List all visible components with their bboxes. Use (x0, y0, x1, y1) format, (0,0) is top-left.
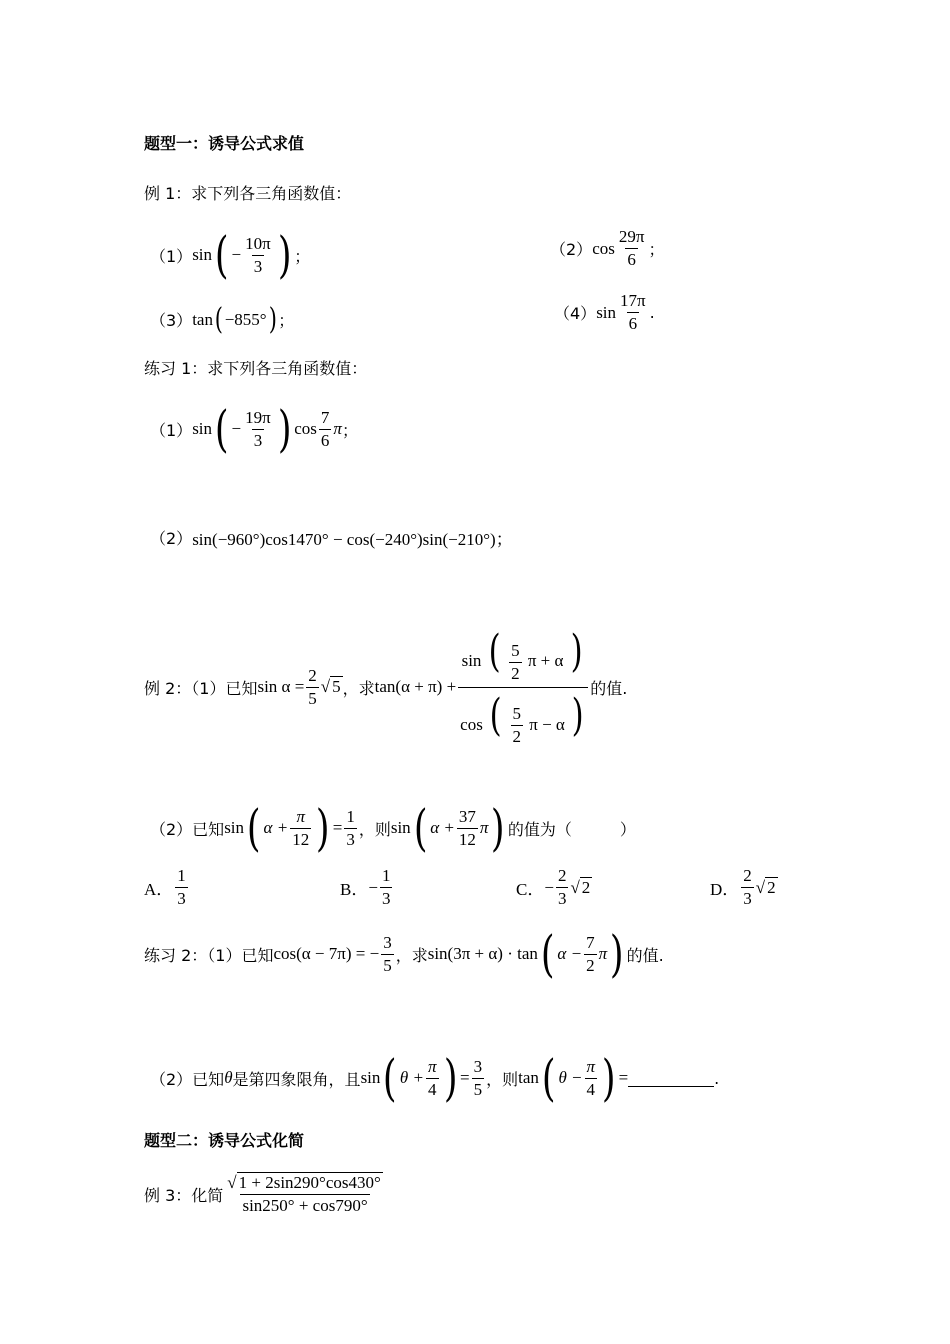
paren-right: ) (277, 226, 292, 284)
pi: π (479, 818, 489, 837)
fraction: $\frac{10\pi}{3}$ (245, 233, 271, 276)
ex2-part-2: （2）已知 sin ( α + $\frac{\pi}{12}$ ) = $\frac{1}{3}$ ，则 sin ( α + $\frac{37}{12}$ π ) 的值为（ ） (150, 799, 636, 857)
fraction: $\frac{\pi}{4}$ (428, 1056, 437, 1099)
ex1-item-1 (150, 226, 310, 284)
minus: − (231, 245, 242, 264)
fn: sin (596, 302, 617, 322)
label: 练习 2：（1）已知 (144, 945, 274, 965)
big-fraction: sin ( $\frac{5}{2}$ π + α ) cos ( $\frac{5}{2}$ π − α ) (458, 626, 588, 748)
answer-blank[interactable] (628, 1070, 714, 1087)
semicolon: ； (294, 246, 311, 266)
practice-1-title: 练习 1：求下列各三角函数值： (144, 359, 368, 378)
item-number: （2） (150, 529, 193, 548)
fn: cos (294, 419, 317, 438)
expr: α + (263, 818, 289, 837)
fn: tan (192, 309, 213, 329)
fraction: $\frac{2}{5}$ (308, 665, 317, 708)
fraction: $\frac{3}{5}$ (473, 1056, 483, 1099)
choice-d[interactable]: D． $\frac{2}{3}$ √ 2 (710, 866, 776, 908)
text: ，求 (342, 678, 375, 698)
text: 的值为（ ） (507, 819, 636, 839)
text: 的值. (626, 945, 664, 965)
expr: α + (430, 818, 455, 837)
fn: cos (592, 238, 615, 258)
choice-b[interactable]: B． − $\frac{1}{3}$ (340, 866, 391, 908)
pi: π (598, 944, 608, 963)
ex1-item-3 (150, 302, 294, 337)
fraction: $\frac{1}{3}$ (346, 806, 355, 849)
semicolon: ； (648, 240, 665, 259)
label: （2）已知 (150, 1069, 225, 1089)
equals: = (332, 818, 343, 837)
example-3 (144, 1172, 387, 1217)
pr2-part-2: （2）已知 θ 是第四象限角，且 sin ( θ + $\frac{\pi}{4}$ ) = $\frac{3}{5}$ ，则 tan ( θ − $\frac{\pi}{4}$ ) = . (150, 1049, 720, 1107)
theta: θ (224, 1068, 233, 1087)
expression: sin(−960°)cos1470° − cos(−240°)sin(−210°)； (192, 530, 513, 549)
ex2-part-1 (144, 626, 627, 748)
expr: cos(α − 7π) = − (273, 944, 380, 963)
fraction: $\frac{7}{6}$ (320, 407, 330, 450)
text: ，则 (358, 819, 391, 839)
text: ，则 (486, 1069, 519, 1089)
pr1-item-1 (150, 400, 358, 458)
period: . (649, 303, 655, 322)
choice-c[interactable]: C． − $\frac{2}{3}$ √ 2 (516, 866, 591, 908)
choice-a[interactable]: A． $\frac{1}{3}$ (144, 866, 186, 908)
period: . (714, 1068, 720, 1088)
fn: tan (518, 1068, 539, 1087)
sqrt: √ 5 (320, 677, 341, 697)
expr: θ − (558, 1068, 583, 1087)
text: 的值. (590, 678, 628, 698)
text: 是第四象限角，且 (232, 1069, 361, 1089)
label: 例 2：（1）已知 (144, 678, 258, 698)
paren-right: ) (268, 302, 277, 337)
item-number: （2） (550, 240, 593, 259)
pi: π (333, 419, 342, 438)
expr: sin α = (257, 677, 305, 697)
expr: tan(α + π) + (374, 677, 457, 697)
item-number: （1） (150, 246, 193, 266)
expr: θ + (399, 1068, 424, 1087)
pr1-item-2 (150, 525, 513, 550)
section-title-2: 题型二：诱导公式化简 (144, 1131, 305, 1150)
semicolon: ； (278, 311, 295, 330)
equals: = (460, 1068, 470, 1087)
fraction: $\frac{37}{12}$ (458, 806, 476, 849)
label: （2）已知 (150, 819, 225, 839)
fn: sin (360, 1068, 381, 1087)
fn: sin (192, 245, 213, 264)
fn: sin (192, 419, 213, 438)
fraction: $\frac{\pi}{4}$ (586, 1056, 596, 1099)
paren-left: ( (214, 302, 223, 337)
paren-left: ( (214, 226, 229, 284)
paren-left: ( (214, 400, 229, 458)
fn: sin (390, 818, 411, 837)
ex1-item-2 (550, 226, 664, 271)
fraction: $\frac{17\pi}{6}$ (620, 291, 646, 333)
fraction: $\frac{29\pi}{6}$ (618, 227, 645, 269)
fraction: $\frac{√ 1 + 2\sin 290^\circ\cos 430^\circ}{\sin 250^\circ + \cos 790^\circ}$ (227, 1173, 381, 1215)
semicolon: ； (341, 420, 358, 440)
item-number: （4） (554, 304, 597, 323)
item-number: （1） (150, 420, 193, 440)
ex1-item-4 (554, 290, 655, 335)
fn: sin (224, 818, 245, 837)
label: 例 3：化简 (144, 1186, 224, 1205)
section-title-1: 题型一：诱导公式求值 (144, 134, 305, 153)
expr: α − (557, 944, 583, 963)
pr2-part-1: 练习 2：（1）已知 cos(α − 7π) = − $\frac{3}{5}$ ，求 sin(3π + α) · tan ( α − $\frac{7}{2}$ π ) 的值. (144, 925, 664, 983)
arg: −855° (224, 309, 267, 329)
fraction: $\frac{19\pi}{3}$ (245, 407, 271, 450)
expr: sin(3π + α) · tan (427, 944, 538, 963)
example-1-title: 例 1：求下列各三角函数值： (144, 184, 352, 203)
minus: − (231, 419, 242, 438)
equals: = (618, 1068, 629, 1087)
fraction: $\frac{3}{5}$ (383, 932, 392, 975)
paren-right: ) (277, 400, 292, 458)
item-number: （3） (150, 311, 193, 330)
fraction: $\frac{7}{2}$ (586, 932, 595, 975)
fraction: $\frac{\pi}{12}$ (292, 806, 310, 849)
text: ，求 (395, 945, 428, 965)
